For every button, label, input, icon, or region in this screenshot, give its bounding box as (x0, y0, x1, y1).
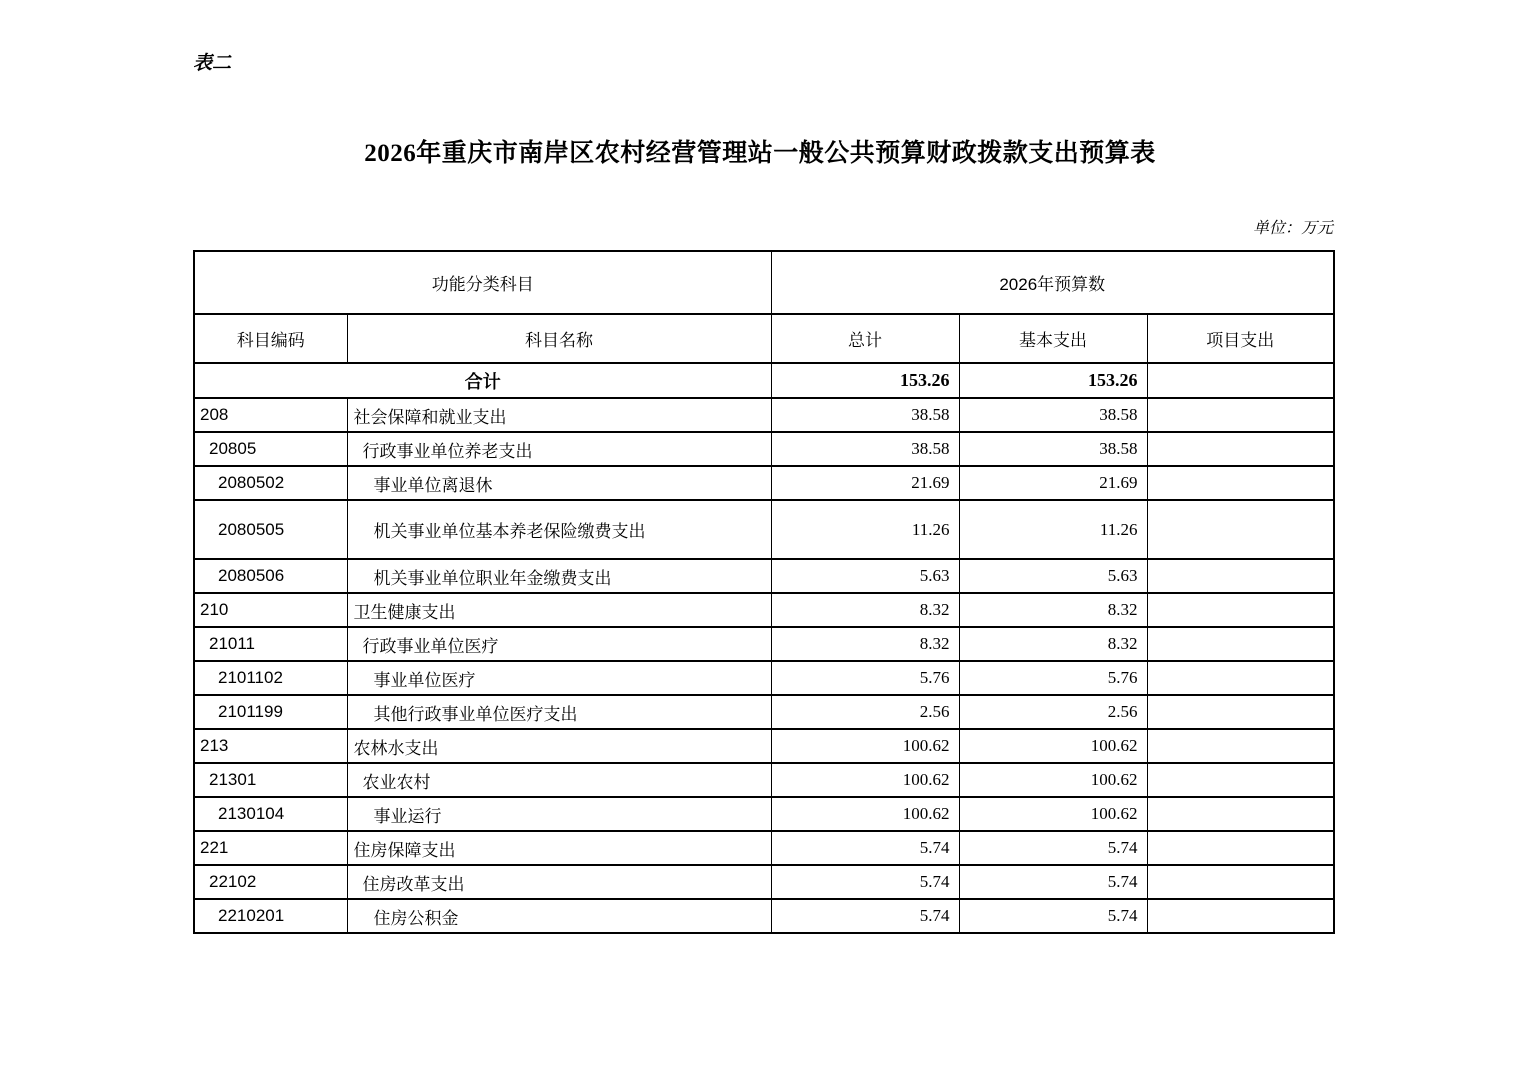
basic-expenditure-cell: 5.74 (959, 865, 1147, 899)
project-expenditure-cell (1147, 865, 1334, 899)
project-expenditure-cell (1147, 899, 1334, 933)
project-expenditure-cell (1147, 627, 1334, 661)
subject-code-cell: 21301 (194, 763, 347, 797)
column-header-project-expenditure: 项目支出 (1147, 314, 1334, 363)
project-expenditure-cell (1147, 466, 1334, 500)
column-header-basic-expenditure: 基本支出 (959, 314, 1147, 363)
project-expenditure-cell (1147, 559, 1334, 593)
subject-name-cell: 农林水支出 (347, 729, 771, 763)
subject-name-cell: 住房改革支出 (347, 865, 771, 899)
subject-code-cell: 22102 (194, 865, 347, 899)
table-row (194, 797, 1334, 831)
project-expenditure-cell (1147, 763, 1334, 797)
subject-name-cell: 卫生健康支出 (347, 593, 771, 627)
table-row (194, 432, 1334, 466)
subject-name-cell: 住房公积金 (347, 899, 771, 933)
total-value-cell: 5.74 (771, 865, 959, 899)
subject-code-cell: 208 (194, 398, 347, 432)
project-expenditure-cell (1147, 500, 1334, 559)
budget-table (193, 250, 1335, 934)
grand-total-label: 合计 (194, 363, 771, 398)
project-expenditure-cell (1147, 729, 1334, 763)
project-expenditure-cell (1147, 432, 1334, 466)
basic-expenditure-cell: 2.56 (959, 695, 1147, 729)
basic-expenditure-cell: 100.62 (959, 797, 1147, 831)
total-value-cell: 38.58 (771, 432, 959, 466)
table-row (194, 729, 1334, 763)
subject-code-cell: 2080506 (194, 559, 347, 593)
total-value-cell: 5.74 (771, 899, 959, 933)
sheet-label: 表二 (193, 53, 232, 74)
total-value-cell: 5.74 (771, 831, 959, 865)
column-header-subject-name: 科目名称 (347, 314, 771, 363)
header-functional-classification: 功能分类科目 (194, 251, 771, 314)
table-row (194, 593, 1334, 627)
table-row (194, 695, 1334, 729)
project-expenditure-cell (1147, 695, 1334, 729)
basic-expenditure-cell: 38.58 (959, 398, 1147, 432)
subject-code-cell: 221 (194, 831, 347, 865)
table-row (194, 466, 1334, 500)
subject-name-cell: 农业农村 (347, 763, 771, 797)
column-header-total: 总计 (771, 314, 959, 363)
table-row (194, 865, 1334, 899)
basic-expenditure-cell: 38.58 (959, 432, 1147, 466)
table-row (194, 899, 1334, 933)
subject-code-cell: 2080502 (194, 466, 347, 500)
subject-code-cell: 2080505 (194, 500, 347, 559)
project-expenditure-cell (1147, 661, 1334, 695)
column-header-subject-code: 科目编码 (194, 314, 347, 363)
subject-name-cell: 事业运行 (347, 797, 771, 831)
project-expenditure-cell (1147, 797, 1334, 831)
total-value-cell: 8.32 (771, 593, 959, 627)
subject-name-cell: 社会保障和就业支出 (347, 398, 771, 432)
basic-expenditure-cell: 11.26 (959, 500, 1147, 559)
basic-expenditure-cell: 21.69 (959, 466, 1147, 500)
basic-expenditure-cell: 8.32 (959, 593, 1147, 627)
grand-total-basic-value: 153.26 (959, 363, 1147, 398)
subject-name-cell: 机关事业单位基本养老保险缴费支出 (347, 500, 771, 559)
subject-name-cell: 其他行政事业单位医疗支出 (347, 695, 771, 729)
table-body (194, 363, 1334, 933)
total-value-cell: 2.56 (771, 695, 959, 729)
grand-total-total-value: 153.26 (771, 363, 959, 398)
header-columns-row (194, 314, 1334, 363)
total-value-cell: 38.58 (771, 398, 959, 432)
basic-expenditure-cell: 100.62 (959, 729, 1147, 763)
subject-name-cell: 行政事业单位医疗 (347, 627, 771, 661)
total-value-cell: 100.62 (771, 729, 959, 763)
total-value-cell: 5.76 (771, 661, 959, 695)
total-value-cell: 21.69 (771, 466, 959, 500)
table-row (194, 763, 1334, 797)
subject-code-cell: 213 (194, 729, 347, 763)
grand-total-row (194, 363, 1334, 398)
basic-expenditure-cell: 5.76 (959, 661, 1147, 695)
subject-name-cell: 机关事业单位职业年金缴费支出 (347, 559, 771, 593)
subject-name-cell: 住房保障支出 (347, 831, 771, 865)
subject-code-cell: 2101199 (194, 695, 347, 729)
table-row (194, 831, 1334, 865)
subject-name-cell: 事业单位医疗 (347, 661, 771, 695)
total-value-cell: 100.62 (771, 797, 959, 831)
subject-code-cell: 21011 (194, 627, 347, 661)
unit-note: 单位：万元 (1252, 220, 1333, 237)
table-row (194, 627, 1334, 661)
total-value-cell: 100.62 (771, 763, 959, 797)
subject-code-cell: 2210201 (194, 899, 347, 933)
header-group-row (194, 251, 1334, 314)
header-budget-2026: 2026年预算数 (771, 251, 1334, 314)
table-header (194, 251, 1334, 363)
table-row (194, 559, 1334, 593)
basic-expenditure-cell: 5.74 (959, 831, 1147, 865)
table-row (194, 500, 1334, 559)
subject-code-cell: 20805 (194, 432, 347, 466)
basic-expenditure-cell: 5.63 (959, 559, 1147, 593)
basic-expenditure-cell: 5.74 (959, 899, 1147, 933)
subject-code-cell: 2130104 (194, 797, 347, 831)
total-value-cell: 8.32 (771, 627, 959, 661)
total-value-cell: 11.26 (771, 500, 959, 559)
total-value-cell: 5.63 (771, 559, 959, 593)
project-expenditure-cell (1147, 398, 1334, 432)
basic-expenditure-cell: 100.62 (959, 763, 1147, 797)
project-expenditure-cell (1147, 593, 1334, 627)
subject-name-cell: 事业单位离退休 (347, 466, 771, 500)
subject-name-cell: 行政事业单位养老支出 (347, 432, 771, 466)
project-expenditure-cell (1147, 831, 1334, 865)
table-row (194, 398, 1334, 432)
grand-total-project-value (1147, 363, 1334, 398)
basic-expenditure-cell: 8.32 (959, 627, 1147, 661)
subject-code-cell: 2101102 (194, 661, 347, 695)
table-row (194, 661, 1334, 695)
subject-code-cell: 210 (194, 593, 347, 627)
page-title: 2026年重庆市南岸区农村经营管理站一般公共预算财政拨款支出预算表 (364, 140, 1156, 167)
